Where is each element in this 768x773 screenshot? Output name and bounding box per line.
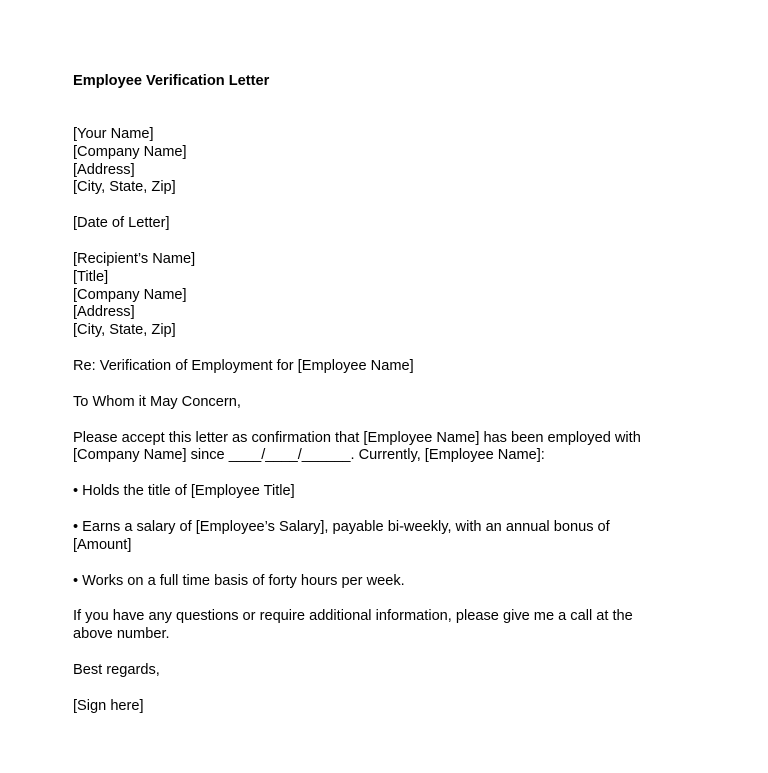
document-title: Employee Verification Letter	[73, 73, 270, 89]
sender-name: [Your Name]	[73, 126, 154, 142]
bullet-text: • Holds the title of [Employee Title]	[73, 483, 295, 500]
bullet-text: • Works on a full time basis of forty hours per week.	[73, 572, 405, 589]
bullet-item-hours	[73, 573, 713, 591]
spacer	[73, 376, 713, 394]
spacer	[73, 340, 713, 358]
recipient-address-block	[73, 251, 713, 340]
spacer	[73, 197, 713, 215]
spacer	[73, 501, 713, 519]
intro-paragraph	[73, 430, 713, 466]
spacer	[73, 233, 713, 251]
signature-placeholder: [Sign here]	[73, 697, 144, 714]
sender-company: [Company Name]	[73, 143, 187, 160]
sign-off	[73, 662, 713, 680]
date-block	[73, 215, 713, 233]
bullet-item-title	[73, 483, 713, 501]
spacer	[73, 644, 713, 662]
intro-line: [Company Name] since ____/____/______. Currently, [Employee Name]:	[73, 447, 545, 464]
spacer	[73, 680, 713, 698]
sender-address: [Address]	[73, 161, 135, 178]
spacer	[73, 91, 713, 126]
bullet-item-salary	[73, 519, 713, 555]
sender-city-state-zip: [City, State, Zip]	[73, 179, 176, 196]
recipient-company: [Company Name]	[73, 286, 187, 303]
spacer	[73, 590, 713, 608]
bullet-text: [Amount]	[73, 536, 132, 553]
closing-line: If you have any questions or require additional information, please give me a call at the	[73, 608, 633, 625]
sender-address-block	[73, 126, 713, 197]
bullet-text: • Earns a salary of [Employee’s Salary], payable bi-weekly, with an annual bonus of	[73, 518, 610, 535]
letter-body	[73, 73, 713, 716]
closing-line: above number.	[73, 626, 170, 643]
closing-paragraph	[73, 608, 713, 644]
subject-line	[73, 358, 713, 376]
recipient-address: [Address]	[73, 304, 135, 321]
recipient-title: [Title]	[73, 268, 109, 285]
spacer	[73, 555, 713, 573]
sign-off-text: Best regards,	[73, 661, 160, 678]
intro-line: Please accept this letter as confirmation that [Employee Name] has been employed with	[73, 429, 641, 446]
recipient-city-state-zip: [City, State, Zip]	[73, 322, 176, 339]
salutation	[73, 394, 713, 412]
spacer	[73, 412, 713, 430]
salutation-text: To Whom it May Concern,	[73, 393, 241, 410]
signature-block	[73, 698, 713, 716]
subject-text: Re: Verification of Employment for [Employee Name]	[73, 357, 414, 374]
letter-date: [Date of Letter]	[73, 215, 170, 232]
recipient-name: [Recipient’s Name]	[73, 250, 196, 267]
spacer	[73, 465, 713, 483]
